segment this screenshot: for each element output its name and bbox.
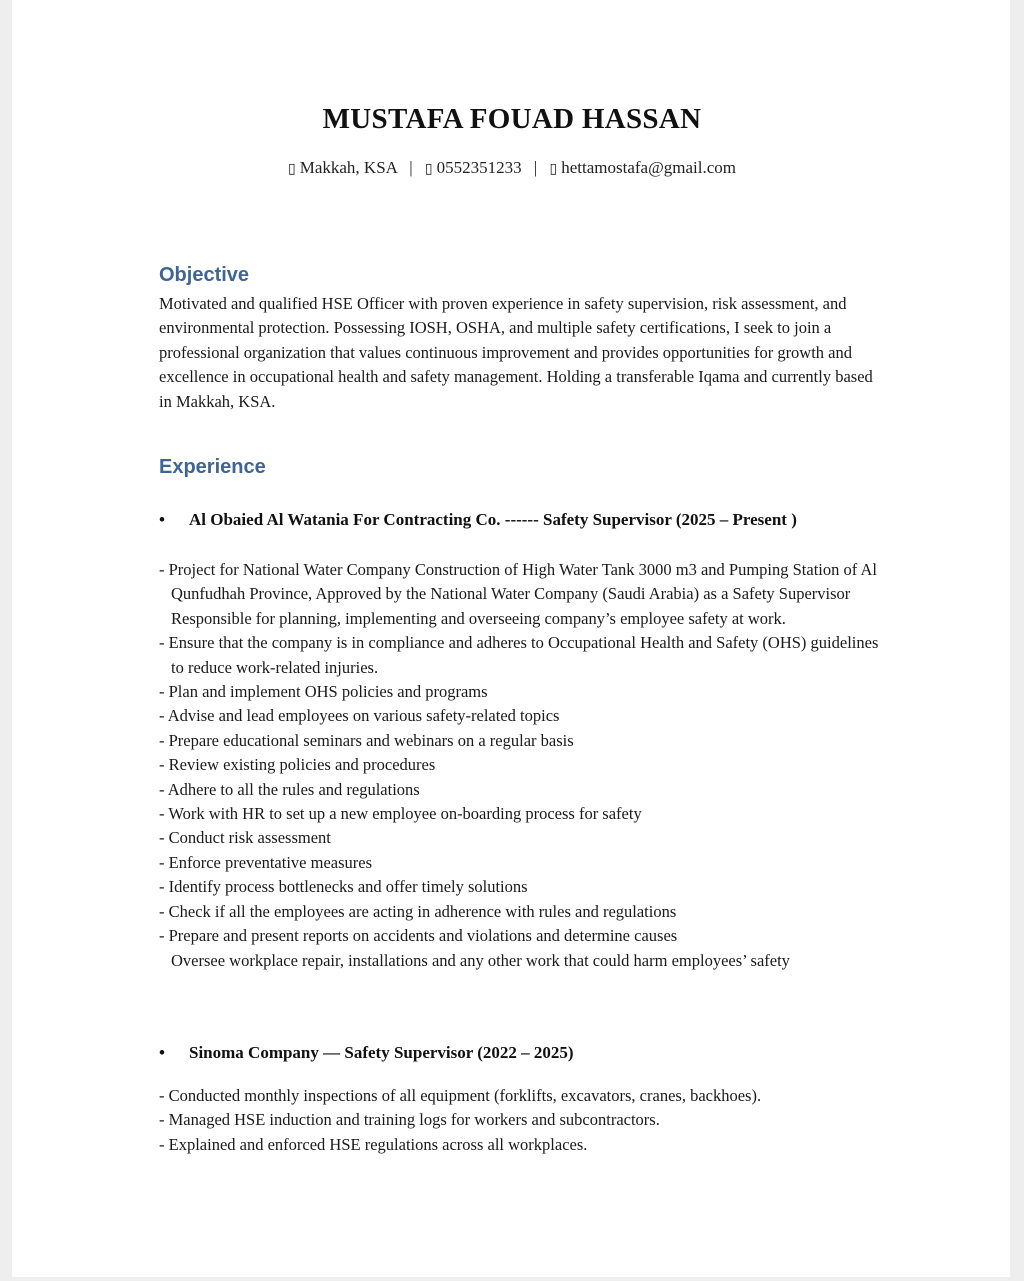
job-heading-1 bbox=[159, 510, 797, 530]
location-icon: ▯ bbox=[288, 162, 296, 177]
list-item: - Managed HSE induction and training logs for workers and subcontractors. bbox=[159, 1110, 660, 1130]
bullet-icon: • bbox=[159, 510, 165, 529]
contact-line bbox=[0, 158, 1024, 178]
bullet-icon: • bbox=[159, 1043, 165, 1062]
email-icon: ▯ bbox=[549, 162, 558, 177]
email-link[interactable]: hettamostafa@gmail.com bbox=[561, 158, 736, 177]
list-item: - Enforce preventative measures bbox=[159, 852, 373, 872]
list-item: - Adhere to all the rules and regulations bbox=[159, 779, 420, 799]
phone-icon: ▯ bbox=[424, 162, 433, 177]
list-item: - Review existing policies and procedures bbox=[159, 755, 436, 775]
job-title: Al Obaied Al Watania For Contracting Co. ------ Safety Supervisor (2025 – Present ) bbox=[189, 510, 797, 529]
objective-text: Motivated and qualified HSE Officer with proven experience in safety supervision, risk assessment, and environmental protection. Possessing IOSH, OSHA, and multiple safety certifications, I seek to join a professional organization that values continuous improvement and provides opportunities for growth and excellence in occupational health and safety management. Holding a transferable Iqama and currently based in Makkah, KSA. bbox=[159, 294, 873, 411]
list-item: - Check if all the employees are acting in adherence with rules and regulations bbox=[159, 901, 677, 921]
list-item: - Explained and enforced HSE regulations across all workplaces. bbox=[159, 1134, 588, 1154]
list-item: - Prepare and present reports on accidents and violations and determine causes bbox=[159, 926, 678, 946]
job-duties-list-2 bbox=[159, 1084, 879, 1157]
job-title: Sinoma Company — Safety Supervisor (2022 – 2025) bbox=[189, 1043, 574, 1062]
list-item: - Ensure that the company is in compliance and adheres to Occupational Health and Safety (OHS) guidelines to reduce work-related injuries. bbox=[159, 633, 879, 677]
list-item: - Prepare educational seminars and webinars on a regular basis bbox=[159, 730, 574, 750]
list-item: - Work with HR to set up a new employee on-boarding process for safety bbox=[159, 804, 642, 824]
location-text: Makkah, KSA bbox=[299, 158, 397, 177]
job-duties-list-1 bbox=[159, 558, 879, 973]
list-item: - Plan and implement OHS policies and programs bbox=[159, 682, 488, 702]
job-heading-2 bbox=[159, 1043, 574, 1063]
list-item: - Conducted monthly inspections of all equipment (forklifts, excavators, cranes, backhoes). bbox=[159, 1086, 762, 1105]
experience-heading: Experience bbox=[159, 456, 266, 478]
list-item: - Conduct risk assessment bbox=[159, 828, 331, 848]
list-item: - Project for National Water Company Construction of High Water Tank 3000 m3 and Pumping Station of Al Qunfudhah Province, Approved by the National Water Company (Saudi Arabia) as a Safety Supervisor Responsible for planning, implementing and overseeing company’s employee safety at work. bbox=[159, 560, 877, 628]
list-item-continuation: Oversee workplace repair, installations and any other work that could harm employees’ safety bbox=[171, 950, 790, 970]
objective-heading: Objective bbox=[159, 264, 250, 286]
list-item: - Advise and lead employees on various safety-related topics bbox=[159, 706, 560, 726]
separator: | bbox=[533, 158, 538, 177]
separator: | bbox=[409, 158, 413, 177]
candidate-name: MUSTAFA FOUAD HASSAN bbox=[322, 103, 702, 135]
list-item: - Identify process bottlenecks and offer timely solutions bbox=[159, 877, 528, 897]
phone-text: 0552351233 bbox=[436, 158, 522, 177]
